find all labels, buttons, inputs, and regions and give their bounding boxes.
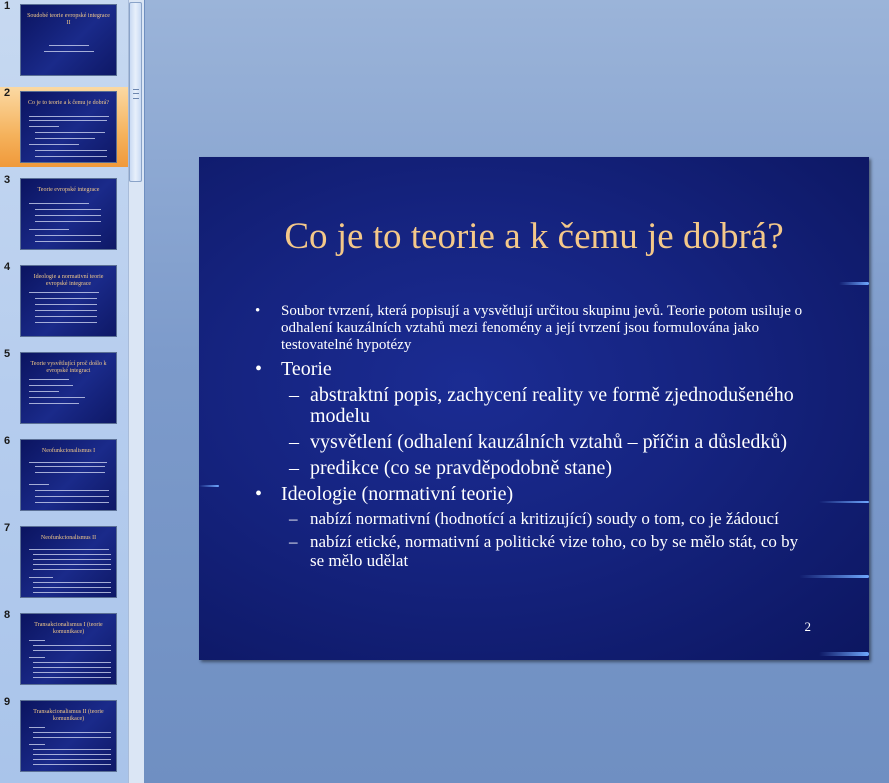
slide-thumbnail-pane (0, 0, 128, 783)
slide-thumbnail-5[interactable] (20, 352, 117, 424)
thumbnail-title: Soudobé teorie evropské integrace II (27, 13, 110, 26)
thumbnail-title: Transakcionalismus I (teorie komunikace) (34, 622, 103, 635)
thumbnail-number: 2 (4, 87, 11, 99)
sub-bullet-item: – vysvětlení (odhalení kauzálních vztahů – příčin a důsledků) (255, 432, 815, 453)
decorative-streak (199, 485, 219, 487)
slide-thumbnail-8[interactable] (20, 613, 117, 685)
thumbnail-row-9[interactable] (0, 696, 128, 776)
decorative-streak (819, 652, 869, 656)
thumbnail-row-5[interactable] (0, 348, 128, 428)
decorative-streak (819, 501, 869, 503)
thumbnail-row-3[interactable] (0, 174, 128, 254)
thumbnail-title: Neofunkcionalismus I (41, 448, 96, 454)
bullet-item: • Ideologie (normativní teorie) (255, 483, 815, 506)
thumbnail-number: 6 (4, 435, 11, 447)
slide-title[interactable]: Co je to teorie a k čemu je dobrá? (284, 216, 784, 257)
grip-icon (133, 89, 139, 99)
slide-thumbnail-4[interactable] (20, 265, 117, 337)
thumbnail-row-6[interactable] (0, 435, 128, 515)
bullet-item: • Teorie (255, 358, 815, 381)
slide-number: 2 (804, 619, 811, 634)
thumbnail-number: 3 (4, 174, 11, 186)
thumbnail-title: Neofunkcionalismus II (40, 535, 97, 541)
thumbnail-title: Co je to teorie a k čemu je dobrá? (28, 100, 109, 106)
bullet-item: • Soubor tvrzení, která popisují a vysvětlují určitou skupinu jevů. Teorie potom usiluje o odhalení kauzálních vztahů mezi fenomény a její tvrzení jsou formulována jako testovatelné hypotézy (255, 303, 815, 354)
slide-thumbnail-7[interactable] (20, 526, 117, 598)
thumbnail-title: Transakcionalismus II (teorie komunikace) (33, 709, 104, 722)
thumbnail-title: Ideologie a normativní teorie evropské integrace (33, 274, 104, 287)
thumbnail-row-7[interactable] (0, 522, 128, 602)
current-slide[interactable] (199, 157, 869, 660)
thumbnail-number: 4 (4, 261, 11, 273)
thumbnail-row-2[interactable] (0, 87, 128, 167)
thumbnail-row-1[interactable] (0, 0, 128, 80)
thumbnail-number: 1 (4, 0, 11, 12)
decorative-streak (839, 282, 869, 285)
thumbnail-number: 8 (4, 609, 11, 621)
sub-bullet-item: – nabízí etické, normativní a politické vize toho, co by se mělo stát, co by se mělo udělat (255, 532, 815, 570)
thumbnail-title: Teorie vysvětlující proč došlo k evropské integraci (30, 361, 107, 374)
thumbnail-number: 5 (4, 348, 11, 360)
slide-body-text[interactable] (255, 303, 815, 570)
slide-thumbnail-3[interactable] (20, 178, 117, 250)
slide-thumbnail-9[interactable] (20, 700, 117, 772)
thumbnail-number: 9 (4, 696, 11, 708)
thumbnail-row-8[interactable] (0, 609, 128, 689)
thumbnail-number: 7 (4, 522, 11, 534)
decorative-streak (799, 575, 869, 578)
sub-bullet-item: – nabízí normativní (hodnotící a kritizující) soudy o tom, co je žádoucí (255, 509, 815, 528)
thumbnail-row-4[interactable] (0, 261, 128, 341)
sub-bullet-item: – predikce (co se pravděpodobně stane) (255, 458, 815, 479)
slide-thumbnail-1[interactable] (20, 4, 117, 76)
slide-thumbnail-6[interactable] (20, 439, 117, 511)
thumbnail-title: Teorie evropské integrace (37, 187, 100, 193)
slide-thumbnail-2[interactable] (20, 91, 117, 163)
scrollbar-thumb[interactable] (129, 2, 142, 182)
sub-bullet-item: – abstraktní popis, zachycení reality ve formě zjednodušeného modelu (255, 385, 815, 427)
